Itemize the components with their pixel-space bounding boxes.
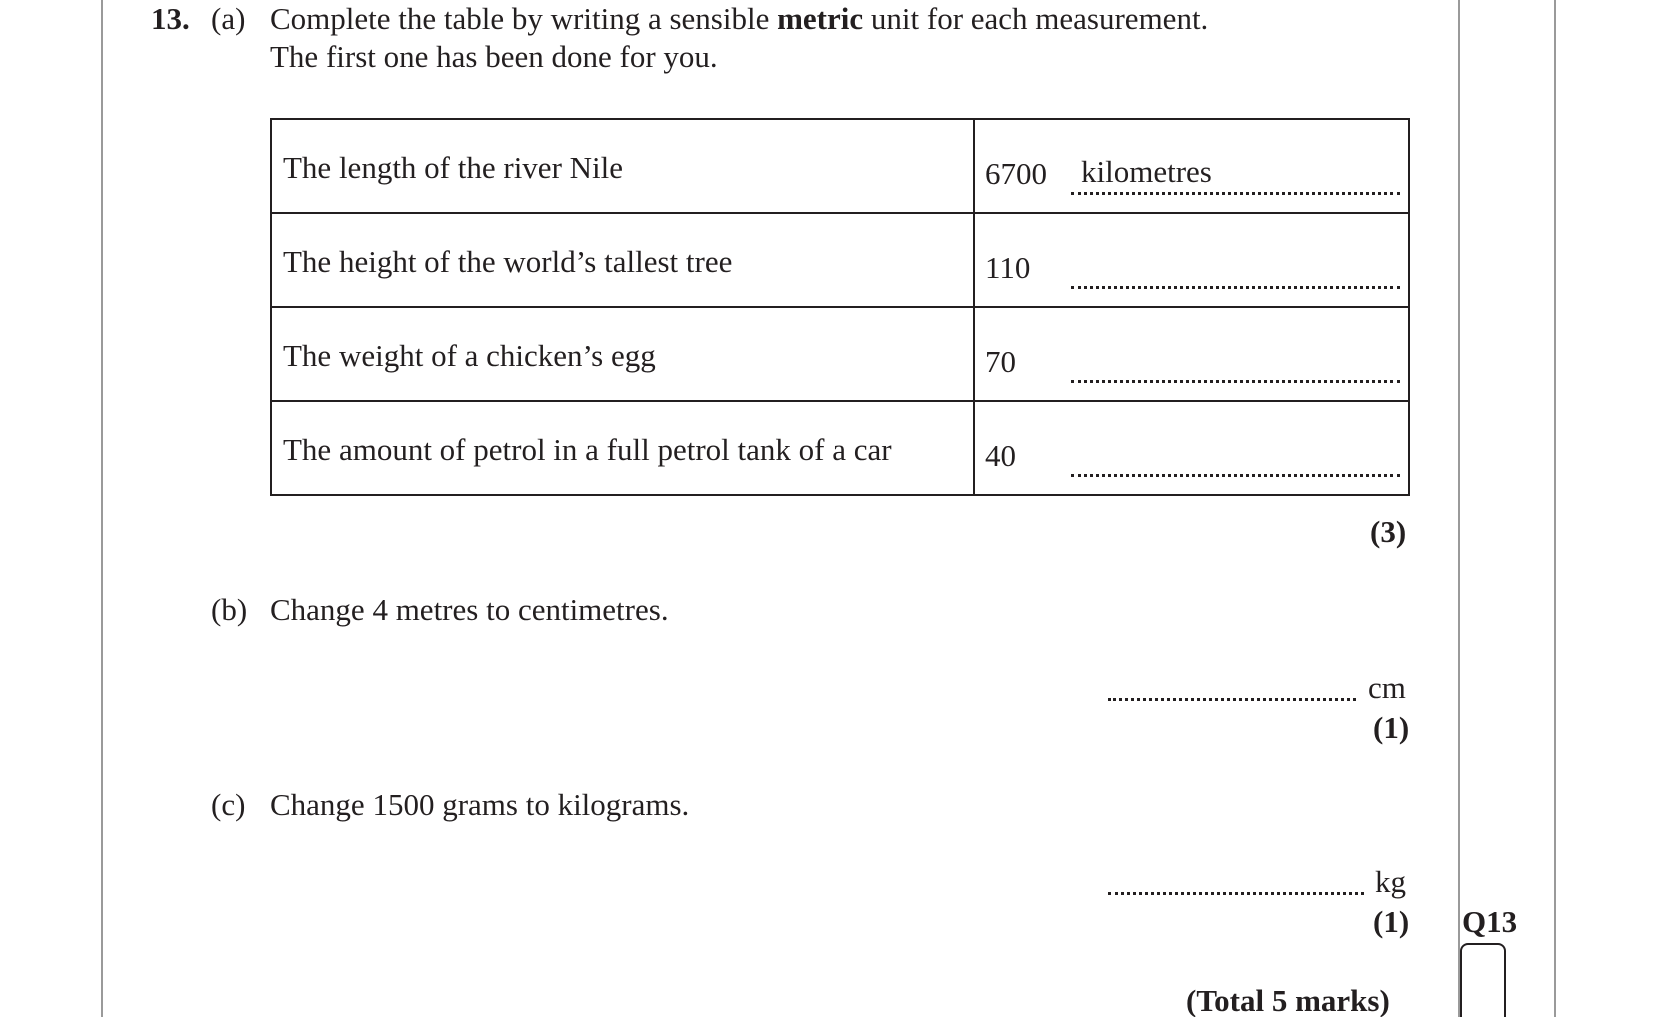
table-row xyxy=(271,119,1409,213)
table-row xyxy=(271,401,1409,495)
part-b-label: (b) xyxy=(211,592,248,627)
row-answer-cell[interactable] xyxy=(974,401,1409,495)
row-description: The weight of a chicken’s egg xyxy=(271,307,974,401)
part-c-question: Change 1500 grams to kilograms. xyxy=(270,787,690,822)
part-c-marks: (1) xyxy=(1373,904,1410,939)
row-value: 6700 xyxy=(985,156,1047,191)
part-a-instruction xyxy=(270,1,1208,37)
row-description: The length of the river Nile xyxy=(271,119,974,213)
part-c-label: (c) xyxy=(211,787,246,822)
part-b-answer-line[interactable] xyxy=(1108,698,1356,701)
answer-line[interactable] xyxy=(1071,286,1400,289)
row-description: The height of the world’s tallest tree xyxy=(271,213,974,307)
part-a-instruction-line2: The first one has been done for you. xyxy=(270,39,718,74)
row-answer-cell xyxy=(974,119,1409,213)
row-answer-cell[interactable] xyxy=(974,307,1409,401)
margin-border xyxy=(1458,0,1460,1017)
examiner-marks-box xyxy=(1460,943,1506,1017)
answer-line[interactable] xyxy=(1071,380,1400,383)
page-border-right xyxy=(1554,0,1556,1017)
part-a-marks: (3) xyxy=(1370,514,1407,549)
instruction-bold-word: metric xyxy=(777,1,864,36)
part-a-label: (a) xyxy=(211,1,246,36)
row-description: The amount of petrol in a full petrol tank of a car xyxy=(271,401,974,495)
row-answer-cell[interactable] xyxy=(974,213,1409,307)
table-row xyxy=(271,307,1409,401)
row-unit-answer: kilometres xyxy=(1081,154,1212,189)
table-row xyxy=(271,213,1409,307)
instruction-text-end: unit for each measurement. xyxy=(863,1,1209,36)
instruction-text-start: Complete the table by writing a sensible xyxy=(270,1,778,36)
total-marks: (Total 5 marks) xyxy=(1186,983,1390,1017)
part-c-answer-line[interactable] xyxy=(1108,892,1364,895)
row-value: 110 xyxy=(985,250,1031,285)
part-b-question: Change 4 metres to centimetres. xyxy=(270,592,669,627)
page-border-left xyxy=(101,0,103,1017)
part-b-answer-unit: cm xyxy=(1368,670,1406,705)
question-number: 13. xyxy=(151,1,190,36)
part-b-marks: (1) xyxy=(1373,710,1410,745)
part-c-answer-unit: kg xyxy=(1375,864,1406,899)
question-margin-label: Q13 xyxy=(1462,904,1518,939)
answer-line xyxy=(1071,192,1400,195)
row-value: 70 xyxy=(985,344,1016,379)
row-value: 40 xyxy=(985,438,1016,473)
units-table xyxy=(270,118,1410,496)
answer-line[interactable] xyxy=(1071,474,1400,477)
